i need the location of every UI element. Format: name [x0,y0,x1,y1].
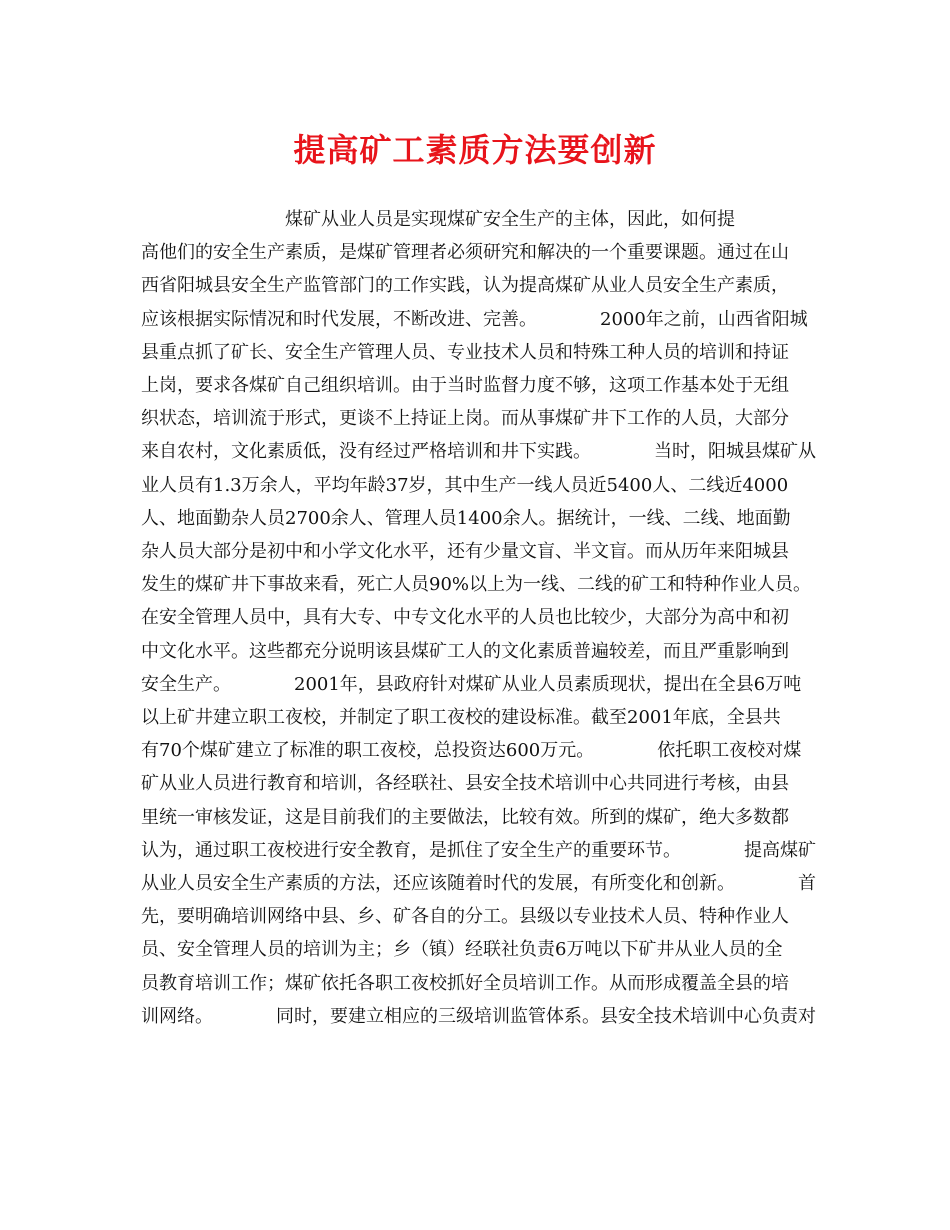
paragraph-line: 矿从业人员进行教育和培训，各经联社、县安全技术培训中心共同进行考核，由县 [141,773,789,795]
paragraph-line: 高他们的安全生产素质，是煤矿管理者必须研究和解决的一个重要课题。通过在山 [141,242,789,264]
paragraph-line: 先，要明确培训网络中县、乡、矿各自的分工。县级以专业技术人员、特种作业人 [141,906,789,928]
paragraph-line: 安全生产。 2001年，县政府针对煤矿从业人员素质现状，提出在全县6万吨 [141,673,802,695]
paragraph-line: 有70个煤矿建立了标准的职工夜校，总投资达600万元。 依托职工夜校对煤 [141,740,802,762]
paragraph-line: 杂人员大部分是初中和小学文化水平，还有少量文盲、半文盲。而从历年来阳城县 [141,541,789,563]
paragraph-line: 训网络。 同时，要建立相应的三级培训监管体系。县安全技术培训中心负责对 [141,1005,816,1027]
paragraph-line: 员教育培训工作；煤矿依托各职工夜校抓好全员培训工作。从而形成覆盖全县的培 [141,972,789,994]
paragraph-line: 发生的煤矿井下事故来看，死亡人员90%以上为一线、二线的矿工和特种作业人员。 [141,574,812,596]
paragraph-line: 以上矿井建立职工夜校，并制定了职工夜校的建设标准。截至2001年底，全县共 [141,707,781,729]
paragraph-line: 从业人员安全生产素质的方法，还应该随着时代的发展，有所变化和创新。 首 [141,873,816,895]
paragraph-line: 上岗，要求各煤矿自己组织培训。由于当时监督力度不够，这项工作基本处于无组 [141,375,789,397]
paragraph-line: 里统一审核发证，这是目前我们的主要做法，比较有效。所到的煤矿，绝大多数都 [141,806,789,828]
paragraph-line: 织状态，培训流于形式，更谈不上持证上岗。而从事煤矿井下工作的人员，大部分 [141,408,789,430]
paragraph-line: 中文化水平。这些都充分说明该县煤矿工人的文化素质普遍较差，而且严重影响到 [141,640,789,662]
paragraph-line: 人、地面勤杂人员2700余人、管理人员1400余人。据统计，一线、二线、地面勤 [141,507,791,529]
document-body [141,203,826,1033]
paragraph-line: 业人员有1.3万余人，平均年龄37岁，其中生产一线人员近5400人、二线近4000 [141,474,789,496]
paragraph-line: 在安全管理人员中，具有大专、中专文化水平的人员也比较少，大部分为高中和初 [141,607,789,629]
document-title: 提高矿工素质方法要创新 [293,131,657,169]
paragraph-line: 来自农村，文化素质低，没有经过严格培训和井下实践。 当时，阳城县煤矿从 [141,441,816,463]
paragraph-line: 应该根据实际情况和时代发展，不断改进、完善。 2000年之前，山西省阳城 [141,308,808,330]
paragraph-line: 西省阳城县安全生产监管部门的工作实践，认为提高煤矿从业人员安全生产素质， [141,275,789,297]
paragraph-line: 员、安全管理人员的培训为主；乡（镇）经联社负责6万吨以下矿井从业人员的全 [141,939,783,961]
paragraph-line: 煤矿从业人员是实现煤矿安全生产的主体，因此，如何提 [141,209,735,230]
paragraph-line: 县重点抓了矿长、安全生产管理人员、专业技术人员和特殊工种人员的培训和持证 [141,341,789,363]
paragraph-line: 认为，通过职工夜校进行安全教育，是抓住了安全生产的重要环节。 提高煤矿 [141,839,816,861]
